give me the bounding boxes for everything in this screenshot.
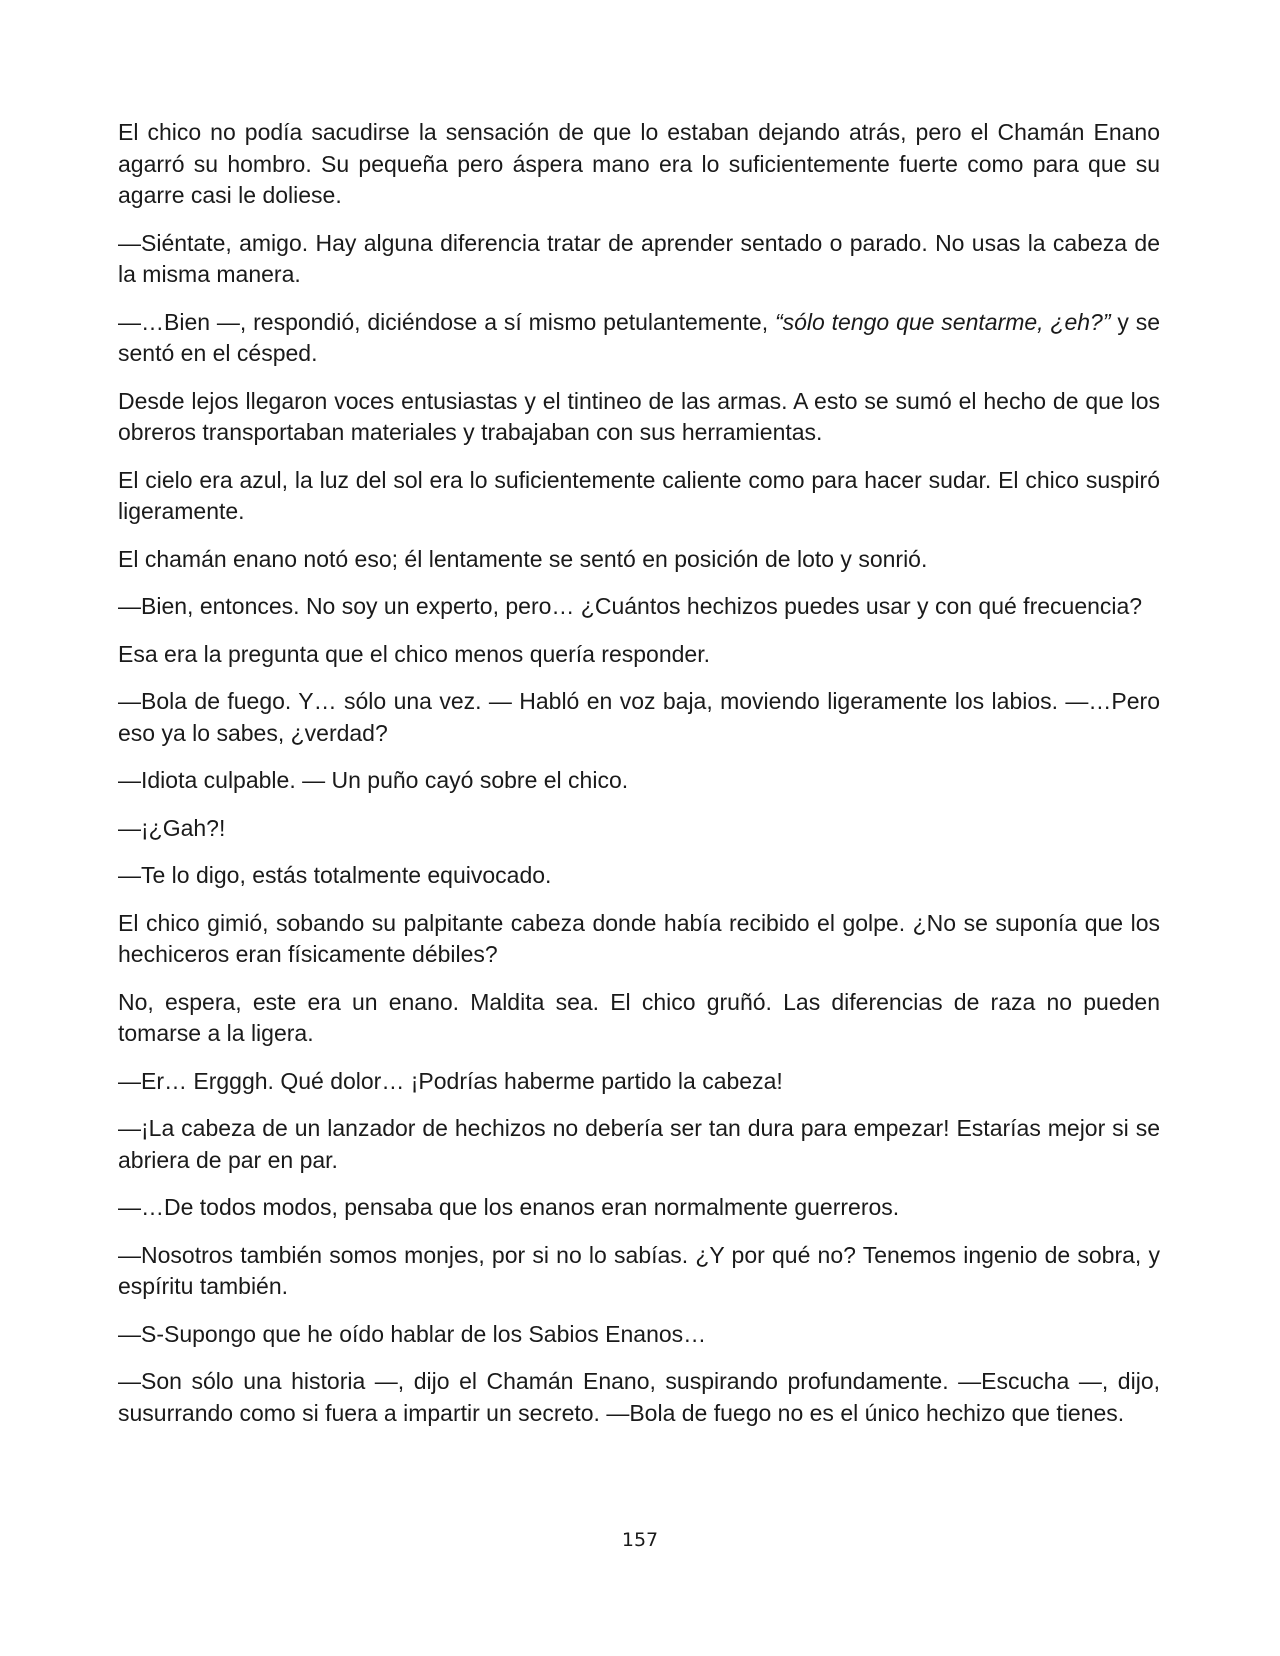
paragraph: —Siéntate, amigo. Hay alguna diferencia tratar de aprender sentado o parado. No usas la cabeza de la misma manera. — [118, 229, 1160, 287]
paragraph: —¡¿Gah?! — [118, 814, 226, 841]
page-number: 157 — [621, 1529, 659, 1551]
paragraph: Desde lejos llegaron voces entusiastas y el tintineo de las armas. A esto se sumó el hecho de que los obreros transportaban materiales y trabajaban con sus herramientas. — [118, 387, 1160, 445]
paragraph: —Idiota culpable. — Un puño cayó sobre el chico. — [118, 767, 629, 793]
paragraph — [118, 307, 1160, 370]
paragraph: —S-Supongo que he oído hablar de los Sabios Enanos… — [118, 1320, 707, 1347]
paragraph: El cielo era azul, la luz del sol era lo suficientemente caliente como para hacer sudar. El chico suspiró ligeramente. — [118, 466, 1160, 524]
paragraph: —Son sólo una historia —, dijo el Chamán Enano, suspirando profundamente. —Escucha —, dijo, susurrando como si fuera a impartir un secreto. —Bola de fuego no es el único hechizo que tienes. — [118, 1368, 1160, 1426]
paragraph-text: —…Bien —, respondió, diciéndose a sí mismo petulantemente, — [118, 308, 775, 335]
paragraph: —¡La cabeza de un lanzador de hechizos no debería ser tan dura para empezar! Estarías mejor si se abriera de par en par. — [118, 1115, 1160, 1173]
paragraph: Esa era la pregunta que el chico menos quería responder. — [118, 640, 710, 667]
paragraph-italic-text: “sólo tengo que sentarme, ¿eh?” — [774, 308, 1111, 335]
page-body — [118, 117, 1160, 1445]
paragraph: El chamán enano notó eso; él lentamente se sentó en posición de loto y sonrió. — [118, 545, 928, 572]
paragraph: —Er… Ergggh. Qué dolor… ¡Podrías haberme partido la cabeza! — [118, 1067, 783, 1094]
paragraph: —…De todos modos, pensaba que los enanos eran normalmente guerreros. — [118, 1194, 900, 1220]
paragraph: El chico gimió, sobando su palpitante cabeza donde había recibido el golpe. ¿No se suponía que los hechiceros eran físicamente débiles? — [118, 909, 1160, 967]
paragraph: —Bola de fuego. Y… sólo una vez. — Habló en voz baja, moviendo ligeramente los labios. —…Pero eso ya lo sabes, ¿verdad? — [118, 688, 1160, 746]
paragraph-text-after: y se sentó en el césped. — [118, 308, 1160, 366]
paragraph: —Nosotros también somos monjes, por si no lo sabías. ¿Y por qué no? Tenemos ingenio de sobra, y espíritu también. — [118, 1241, 1160, 1299]
paragraph: El chico no podía sacudirse la sensación de que lo estaban dejando atrás, pero el Chamán Enano agarró su hombro. Su pequeña pero áspera mano era lo suficientemente fuerte como para que su agarre casi le doliese. — [118, 119, 1160, 208]
paragraph: No, espera, este era un enano. Maldita sea. El chico gruñó. Las diferencias de raza no pueden tomarse a la ligera. — [118, 988, 1160, 1046]
paragraph: —Te lo digo, estás totalmente equivocado. — [118, 862, 552, 888]
paragraph: —Bien, entonces. No soy un experto, pero… ¿Cuántos hechizos puedes usar y con qué frecuencia? — [118, 593, 1143, 619]
